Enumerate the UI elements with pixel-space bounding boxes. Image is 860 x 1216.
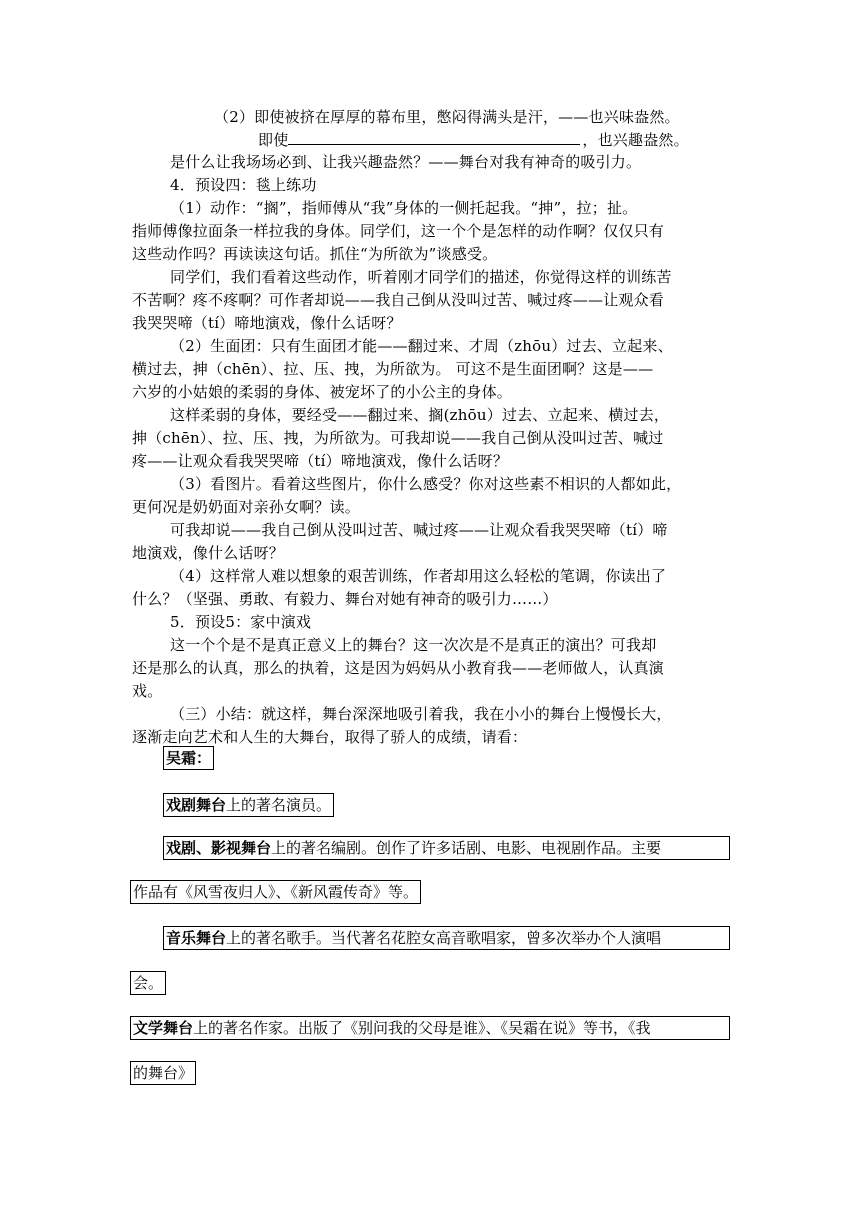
text-line: 指师傅像拉面条一样拉我的身体。同学们，这一个个是怎样的动作啊？仅仅只有	[132, 222, 665, 240]
section-heading: 5．预设5：家中演戏	[170, 613, 312, 631]
achievement-text: 上的著名编剧。创作了许多话剧、电影、电视剧作品。主要	[271, 839, 662, 857]
stage-label: 戏剧、影视舞台	[166, 839, 272, 857]
text-line: 我哭哭啼（tí）啼地演戏，像什么话呀？	[132, 314, 402, 332]
achievement-box-literature	[130, 1016, 730, 1040]
text-line: 疼——让观众看我哭哭啼（tí）啼地演戏，像什么话呀？	[132, 452, 509, 470]
name-box	[163, 746, 214, 770]
text-line: 还是那么的认真，那么的执着，这是因为妈妈从小教育我——老师做人，认真演	[132, 659, 665, 677]
text-line: （2）即使被挤在厚厚的幕布里，憋闷得满头是汗，——也兴味盎然。	[214, 108, 680, 126]
achievement-box-literature-continued	[130, 1061, 196, 1085]
section-heading: 4．预设四：毯上练功	[170, 176, 317, 194]
achievement-text: 的舞台》	[133, 1064, 194, 1082]
text-line: 这些动作吗？再读读这句话。抓住“为所欲为”谈感受。	[132, 245, 498, 263]
stage-label: 戏剧舞台	[166, 796, 227, 814]
achievement-box-film	[163, 836, 730, 860]
text-line: （3）看图片。看着这些图片，你什么感受？你对这些素不相识的人都如此，	[170, 475, 682, 493]
stage-label: 文学舞台	[133, 1019, 194, 1037]
achievement-text: 会。	[133, 974, 164, 992]
blank-prefix: 即使	[258, 131, 289, 149]
text-line: （2）生面团：只有生面团才能——翻过来、才周（zhōu）过去、立起来、	[170, 337, 673, 355]
achievement-text: 上的著名演员。	[226, 796, 332, 814]
text-line: 更何况是奶奶面对亲孙女啊？读。	[132, 498, 361, 516]
text-line: 六岁的小姑娘的柔弱的身体、被宠坏了的小公主的身体。	[132, 383, 513, 401]
text-line: （1）动作：“搁”，指师傅从“我”身体的一侧托起我。“抻”，拉；扯。	[170, 199, 638, 217]
text-line: 逐渐走向艺术和人生的大舞台，取得了骄人的成绩，请看：	[132, 728, 528, 746]
text-line: （4）这样常人难以想象的艰苦训练，作者却用这么轻松的笔调，你读出了	[170, 567, 667, 585]
stage-label: 音乐舞台	[166, 929, 227, 947]
text-line: 这样柔弱的身体，要经受——翻过来、搁(zhōu）过去、立起来、横过去，	[170, 406, 670, 424]
text-line: 横过去，抻（chēn）、拉、压、拽，为所欲为。 可这不是生面团啊？这是——	[132, 360, 654, 378]
achievement-text: 作品有《风雪夜归人》、《新风霞传奇》等。	[133, 883, 419, 901]
text-line: （三）小结：就这样，舞台深深地吸引着我，我在小小的舞台上慢慢长大，	[170, 705, 672, 723]
text-line: 是什么让我场场必到、让我兴趣盎然？——舞台对我有神奇的吸引力。	[170, 153, 642, 171]
text-line: 什么？（坚强、勇敢、有毅力、舞台对她有神奇的吸引力……）	[132, 590, 558, 608]
achievement-text: 上的著名歌手。当代著名花腔女高音歌唱家，曾多次举办个人演唱	[226, 929, 662, 947]
person-name: 吴霜：	[166, 749, 212, 767]
text-line: 戏。	[132, 682, 163, 700]
achievement-box-drama	[163, 793, 334, 817]
text-line: 同学们，我们看着这些动作，听着刚才同学们的描述，你觉得这样的训练苦	[170, 268, 672, 286]
achievement-text: 上的著名作家。出版了《别问我的父母是谁》、《吴霜在说》等书，《我	[193, 1019, 651, 1037]
text-line: 抻（chēn）、拉、压、拽，为所欲为。可我却说——我自己倒从没叫过苦、喊过	[132, 429, 664, 447]
text-line: 地演戏，像什么话呀？	[132, 544, 285, 562]
achievement-box-film-continued	[130, 880, 421, 904]
achievement-box-music	[163, 926, 730, 950]
answer-blank	[288, 128, 580, 145]
text-line: 不苦啊？疼不疼啊？可作者却说——我自己倒从没叫过苦、喊过疼——让观众看	[132, 291, 665, 309]
text-line: 可我却说——我自己倒从没叫过苦、喊过疼——让观众看我哭哭啼（tí）啼	[170, 521, 668, 539]
fill-in-blank-sentence	[258, 128, 689, 151]
blank-suffix: ，也兴趣盎然。	[582, 131, 689, 149]
achievement-box-music-continued	[130, 971, 166, 995]
text-line: 这一个个是不是真正意义上的舞台？这一次次是不是真正的演出？可我却	[170, 636, 657, 654]
